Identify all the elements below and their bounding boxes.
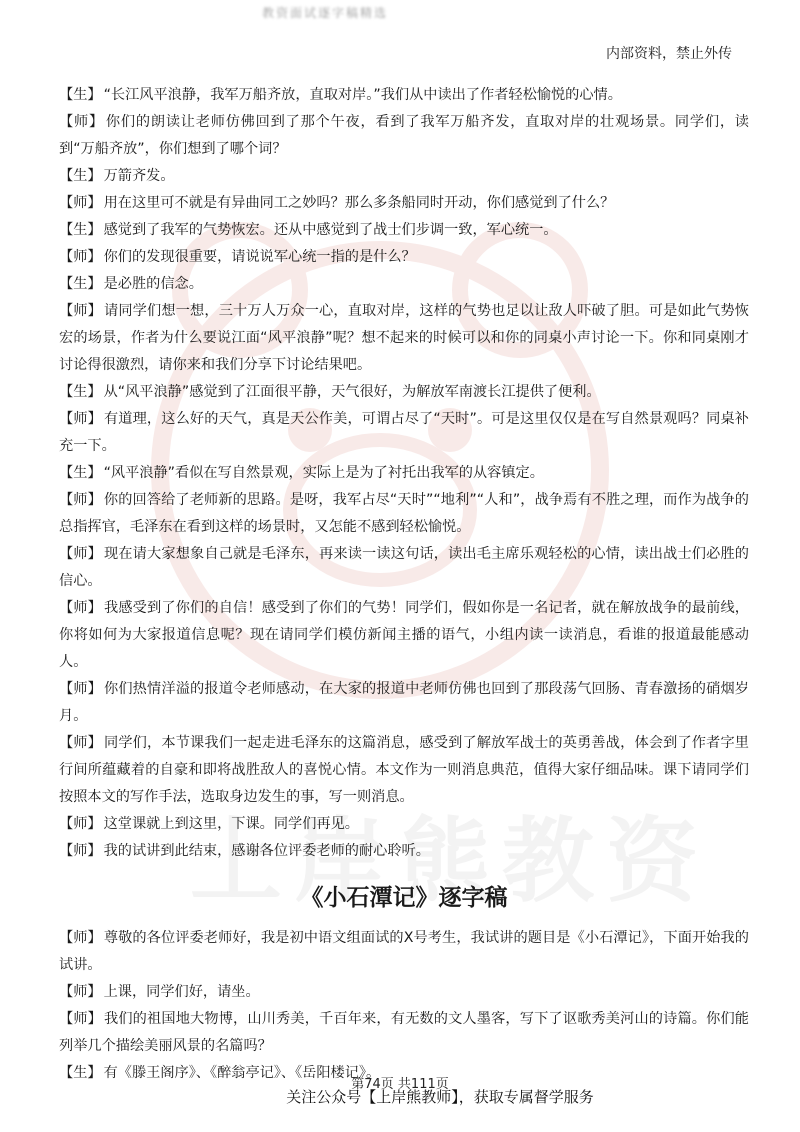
dialogue-text: 我感受到了你们的自信！感受到了你们的气势！同学们，假如你是一名记者，就在解放战争的最前线，你将如何为大家报道信息呢？现在请同学们模仿新闻主播的语气，小组内读一读消息，看谁的报道最能感动人。 bbox=[59, 600, 749, 670]
speaker-tag: 【生】 bbox=[59, 276, 102, 292]
dialogue-text: 我们的祖国地大物博，山川秀美，千百年来，有无数的文人墨客，写下了讴歌秀美河山的诗篇。你们能列举几个描绘美丽风景的名篇吗？ bbox=[59, 1011, 749, 1054]
page-number: 第74页 共111页 bbox=[351, 1077, 449, 1092]
dialogue-line bbox=[59, 163, 749, 190]
speaker-tag: 【生】 bbox=[59, 1065, 102, 1081]
dialogue-line bbox=[59, 811, 749, 838]
speaker-tag: 【师】 bbox=[59, 816, 102, 832]
speaker-tag: 【生】 bbox=[59, 168, 102, 184]
speaker-tag: 【生】 bbox=[59, 222, 102, 238]
dialogue-line bbox=[59, 109, 749, 163]
speaker-tag: 【生】 bbox=[59, 465, 102, 481]
speaker-tag: 【生】 bbox=[59, 87, 102, 103]
speaker-tag: 【师】 bbox=[59, 546, 103, 562]
dialogue-line bbox=[59, 541, 749, 595]
document-body bbox=[59, 82, 749, 1087]
dialogue-line bbox=[59, 190, 749, 217]
dialogue-text: “风平浪静”看似在写自然景观，实际上是为了衬托出我军的从容镇定。 bbox=[103, 465, 544, 481]
speaker-tag: 【师】 bbox=[59, 492, 102, 508]
speaker-tag: 【师】 bbox=[59, 411, 102, 427]
dialogue-line bbox=[59, 460, 749, 487]
blurred-header-title: 教资面试逐字稿精选 bbox=[262, 6, 389, 20]
confidential-note: 内部资料，禁止外传 bbox=[606, 46, 732, 62]
dialogue-line bbox=[59, 406, 749, 460]
dialogue-text: 用在这里可不就是有异曲同工之妙吗？那么多条船同时开动，你们感觉到了什么？ bbox=[103, 195, 615, 211]
dialogue-line bbox=[59, 487, 749, 541]
speaker-tag: 【师】 bbox=[59, 681, 103, 697]
speaker-tag: 【师】 bbox=[59, 1011, 103, 1027]
dialogue-line bbox=[59, 730, 749, 811]
dialogue-text: 你们的朗读让老师仿佛回到了那个午夜，看到了我军万船齐发，直取对岸的壮观场景。同学们，读到“万船齐放”，你们想到了哪个词？ bbox=[59, 114, 749, 157]
dialogue-text: 感觉到了我军的气势恢宏。还从中感觉到了战士们步调一致，军心统一。 bbox=[103, 222, 558, 238]
dialogue-line bbox=[59, 979, 749, 1006]
speaker-tag: 【师】 bbox=[59, 303, 103, 319]
dialogue-line bbox=[59, 217, 749, 244]
dialogue-text: 你们的发现很重要，请说说军心统一指的是什么？ bbox=[103, 249, 416, 265]
dialogue-text: 尊敬的各位评委老师好，我是初中语文组面试的X号考生，我试讲的题目是《小石潭记》，下面开始我的试讲。 bbox=[59, 930, 749, 973]
dialogue-line bbox=[59, 244, 749, 271]
dialogue-text: 同学们，本节课我们一起走进毛泽东的这篇消息，感受到了解放军战士的英勇善战，体会到了作者字里行间所蕴藏着的自豪和即将战胜敌人的喜悦心情。本文作为一则消息典范，值得大家仔细品味。课下请同学们按照本文的写作手法，选取身边发生的事，写一则消息。 bbox=[59, 735, 749, 805]
dialogue-line bbox=[59, 1006, 749, 1060]
dialogue-text: “长江风平浪静，我军万船齐放，直取对岸。”我们从中读出了作者轻松愉悦的心情。 bbox=[103, 87, 622, 103]
dialogue-line bbox=[59, 298, 749, 379]
speaker-tag: 【生】 bbox=[59, 384, 102, 400]
dialogue-text: 我的试讲到此结束，感谢各位评委老师的耐心聆听。 bbox=[103, 843, 430, 859]
dialogue-text: 有《滕王阁序》、《醉翁亭记》、《岳阳楼记》。 bbox=[103, 1065, 381, 1081]
speaker-tag: 【师】 bbox=[59, 930, 102, 946]
dialogue-line bbox=[59, 595, 749, 676]
dialogue-section-2 bbox=[59, 925, 749, 1087]
dialogue-text: 上课，同学们好，请坐。 bbox=[103, 984, 260, 1000]
dialogue-text: 你的回答给了老师新的思路。是呀，我军占尽“天时”“地利”“人和”，战争焉有不胜之理，而作为战争的总指挥官，毛泽东在看到这样的场景时，又怎能不感到轻松愉悦。 bbox=[59, 492, 749, 535]
dialogue-line bbox=[59, 838, 749, 865]
dialogue-text: 是必胜的信念。 bbox=[103, 276, 203, 292]
speaker-tag: 【师】 bbox=[59, 600, 103, 616]
speaker-tag: 【师】 bbox=[59, 843, 102, 859]
dialogue-text: 这堂课就上到这里，下课。同学们再见。 bbox=[103, 816, 359, 832]
speaker-tag: 【师】 bbox=[59, 735, 103, 751]
dialogue-text: 你们热情洋溢的报道令老师感动，在大家的报道中老师仿佛也回到了那段荡气回肠、青春激扬的硝烟岁月。 bbox=[59, 681, 749, 724]
speaker-tag: 【师】 bbox=[59, 249, 102, 265]
dialogue-line bbox=[59, 379, 749, 406]
dialogue-text: 请同学们想一想，三十万人万众一心，直取对岸，这样的气势也足以让敌人吓破了胆。可是如此气势恢宏的场景，作者为什么要说江面“风平浪静”呢？想不起来的时候可以和你的同桌小声讨论一下。你和同桌刚才讨论得很激烈，请你来和我们分享下讨论结果吧。 bbox=[59, 303, 749, 373]
dialogue-text: 万箭齐发。 bbox=[103, 168, 175, 184]
promo-text: 关注公众号【上岸熊教师】，获取专属督学服务 bbox=[286, 1088, 594, 1106]
dialogue-line bbox=[59, 271, 749, 298]
dialogue-text: 有道理，这么好的天气，真是天公作美，可谓占尽了“天时”。可是这里仅仅是在写自然景观吗？同桌补充一下。 bbox=[59, 411, 749, 454]
speaker-tag: 【师】 bbox=[59, 984, 102, 1000]
dialogue-line bbox=[59, 676, 749, 730]
dialogue-section-1 bbox=[59, 82, 749, 865]
dialogue-line bbox=[59, 82, 749, 109]
dialogue-text: 从“风平浪静”感觉到了江面很平静，天气很好，为解放军南渡长江提供了便利。 bbox=[103, 384, 601, 400]
speaker-tag: 【师】 bbox=[59, 195, 102, 211]
speaker-tag: 【师】 bbox=[59, 114, 104, 130]
dialogue-line bbox=[59, 925, 749, 979]
dialogue-text: 现在请大家想象自己就是毛泽东，再来读一读这句话，读出毛主席乐观轻松的心情，读出战士们必胜的信心。 bbox=[59, 546, 749, 589]
section-title: 《小石潭记》逐字稿 bbox=[300, 884, 508, 911]
